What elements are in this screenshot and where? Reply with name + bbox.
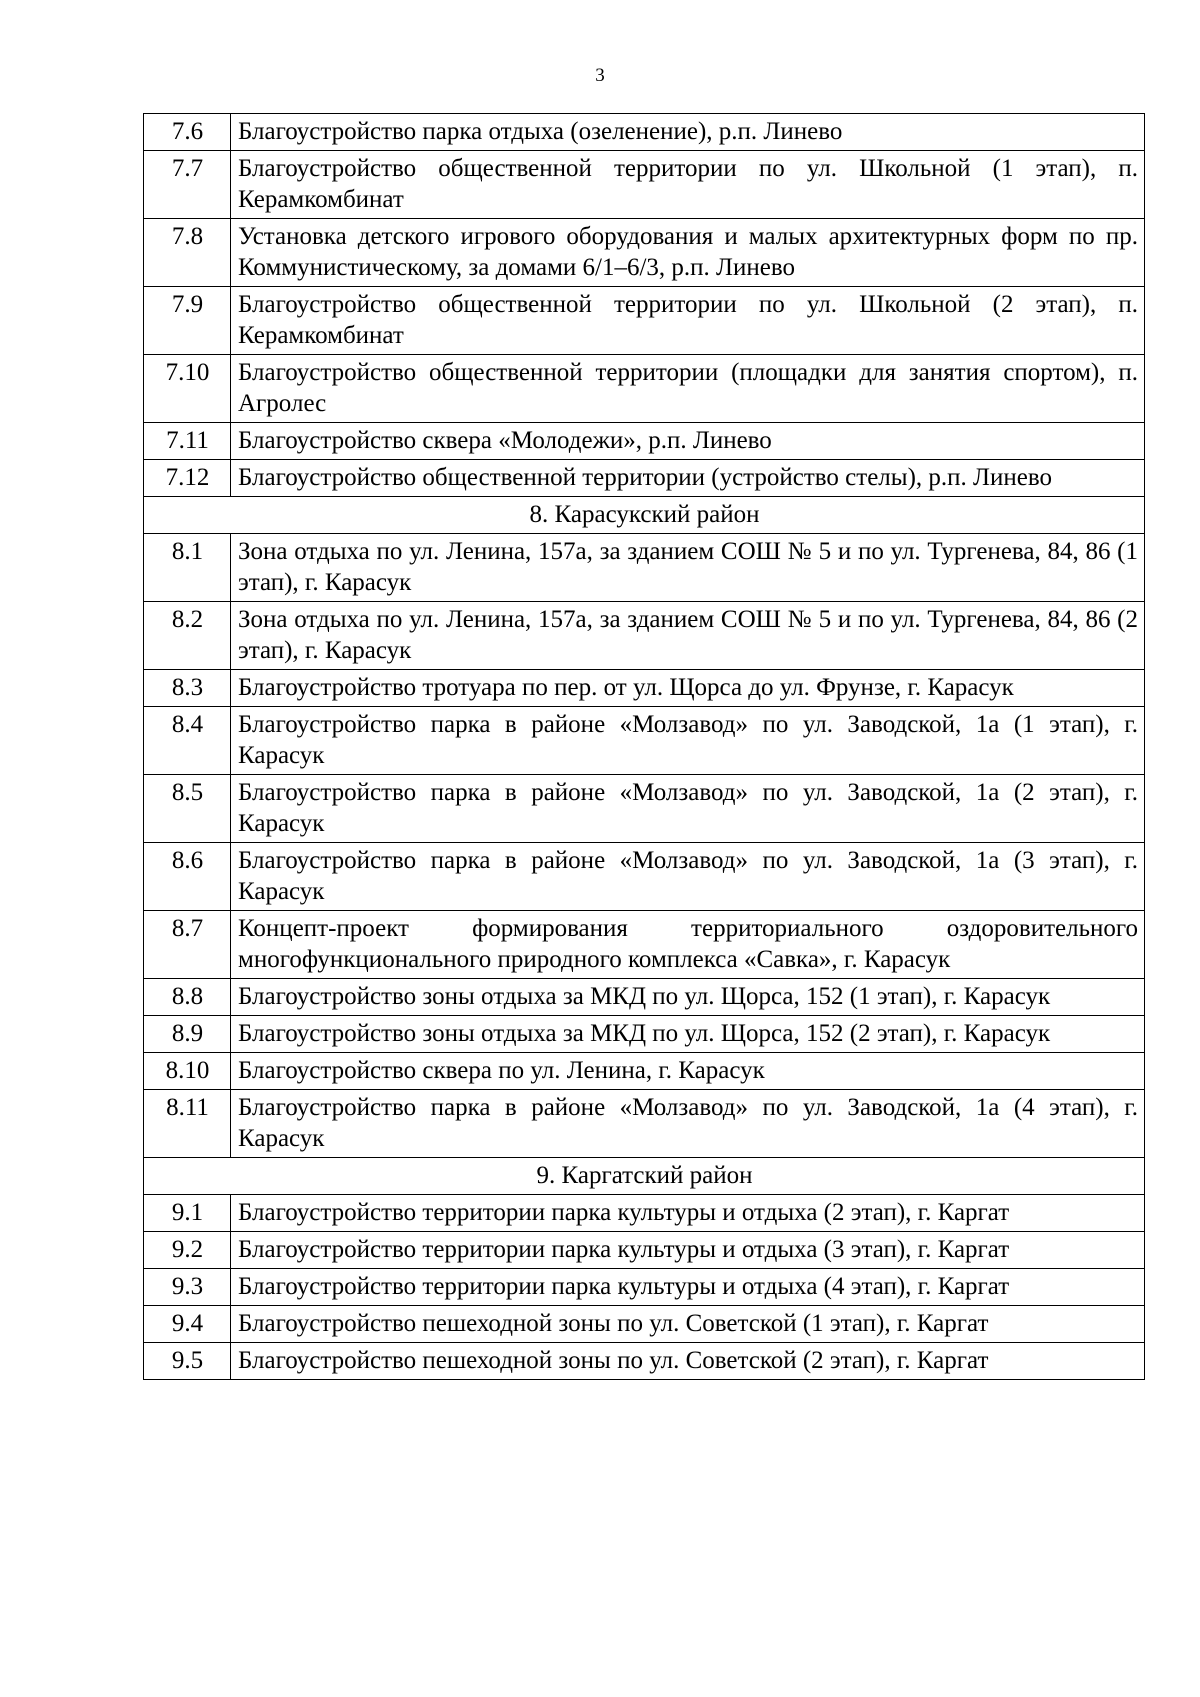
- item-description: Установка детского игрового оборудования и малых архитектурных форм по пр. Коммунистическому, за домами 6/1–6/3, р.п. Линево: [231, 219, 1145, 287]
- table-row: [144, 670, 1145, 707]
- item-number: 8.1: [144, 534, 231, 602]
- table-row: [144, 775, 1145, 843]
- item-description: Благоустройство общественной территории (устройство стелы), р.п. Линево: [231, 460, 1145, 497]
- item-description: Благоустройство общественной территории по ул. Школьной (2 этап), п. Керамкомбинат: [231, 287, 1145, 355]
- item-description: Благоустройство тротуара по пер. от ул. Щорса до ул. Фрунзе, г. Карасук: [231, 670, 1145, 707]
- item-number: 7.7: [144, 151, 231, 219]
- item-description: Зона отдыха по ул. Ленина, 157а, за зданием СОШ № 5 и по ул. Тургенева, 84, 86 (1 этап), г. Карасук: [231, 534, 1145, 602]
- item-number: 8.10: [144, 1053, 231, 1090]
- table-row: [144, 979, 1145, 1016]
- item-number: 8.6: [144, 843, 231, 911]
- table-row: [144, 287, 1145, 355]
- item-description: Благоустройство парка в районе «Молзавод» по ул. Заводской, 1а (2 этап), г. Карасук: [231, 775, 1145, 843]
- item-description: Благоустройство территории парка культуры и отдыха (4 этап), г. Каргат: [231, 1269, 1145, 1306]
- table-row: [144, 911, 1145, 979]
- item-number: 7.10: [144, 355, 231, 423]
- item-number: 7.11: [144, 423, 231, 460]
- item-description: Благоустройство сквера по ул. Ленина, г. Карасук: [231, 1053, 1145, 1090]
- item-number: 9.1: [144, 1195, 231, 1232]
- section-header-row: [144, 497, 1145, 534]
- item-number: 7.8: [144, 219, 231, 287]
- table-row: [144, 114, 1145, 151]
- item-number: 8.9: [144, 1016, 231, 1053]
- item-description: Концепт-проект формирования территориального оздоровительного многофункционального природного комплекса «Савка», г. Карасук: [231, 911, 1145, 979]
- table-row: [144, 707, 1145, 775]
- table-row: [144, 355, 1145, 423]
- item-description: Благоустройство зоны отдыха за МКД по ул. Щорса, 152 (1 этап), г. Карасук: [231, 979, 1145, 1016]
- table-row: [144, 1269, 1145, 1306]
- item-description: Благоустройство пешеходной зоны по ул. Советской (1 этап), г. Каргат: [231, 1306, 1145, 1343]
- item-number: 8.11: [144, 1090, 231, 1158]
- projects-table-body: [144, 114, 1145, 1380]
- page-number: 3: [595, 65, 605, 86]
- table-row: [144, 1016, 1145, 1053]
- item-number: 8.2: [144, 602, 231, 670]
- table-row: [144, 219, 1145, 287]
- table-row: [144, 1195, 1145, 1232]
- section-header-row: [144, 1158, 1145, 1195]
- item-description: Благоустройство парка в районе «Молзавод» по ул. Заводской, 1а (1 этап), г. Карасук: [231, 707, 1145, 775]
- item-number: 8.3: [144, 670, 231, 707]
- item-number: 7.12: [144, 460, 231, 497]
- item-number: 7.6: [144, 114, 231, 151]
- item-number: 8.5: [144, 775, 231, 843]
- projects-table: [143, 113, 1145, 1380]
- item-number: 8.7: [144, 911, 231, 979]
- table-row: [144, 1232, 1145, 1269]
- item-number: 8.8: [144, 979, 231, 1016]
- item-number: 9.3: [144, 1269, 231, 1306]
- item-description: Благоустройство пешеходной зоны по ул. Советской (2 этап), г. Каргат: [231, 1343, 1145, 1380]
- table-row: [144, 1053, 1145, 1090]
- item-description: Зона отдыха по ул. Ленина, 157а, за зданием СОШ № 5 и по ул. Тургенева, 84, 86 (2 этап), г. Карасук: [231, 602, 1145, 670]
- section-header: 9. Каргатский район: [144, 1158, 1145, 1195]
- item-number: 9.2: [144, 1232, 231, 1269]
- table-row: [144, 1343, 1145, 1380]
- table-row: [144, 460, 1145, 497]
- table-row: [144, 423, 1145, 460]
- section-header: 8. Карасукский район: [144, 497, 1145, 534]
- item-description: Благоустройство парка в районе «Молзавод» по ул. Заводской, 1а (4 этап), г. Карасук: [231, 1090, 1145, 1158]
- table-row: [144, 151, 1145, 219]
- item-description: Благоустройство сквера «Молодежи», р.п. Линево: [231, 423, 1145, 460]
- item-number: 7.9: [144, 287, 231, 355]
- table-row: [144, 534, 1145, 602]
- item-number: 8.4: [144, 707, 231, 775]
- item-number: 9.5: [144, 1343, 231, 1380]
- table-row: [144, 1306, 1145, 1343]
- item-description: Благоустройство парка в районе «Молзавод» по ул. Заводской, 1а (3 этап), г. Карасук: [231, 843, 1145, 911]
- table-row: [144, 602, 1145, 670]
- table-row: [144, 1090, 1145, 1158]
- item-description: Благоустройство территории парка культуры и отдыха (2 этап), г. Каргат: [231, 1195, 1145, 1232]
- item-description: Благоустройство общественной территории по ул. Школьной (1 этап), п. Керамкомбинат: [231, 151, 1145, 219]
- table-row: [144, 843, 1145, 911]
- item-description: Благоустройство территории парка культуры и отдыха (3 этап), г. Каргат: [231, 1232, 1145, 1269]
- item-number: 9.4: [144, 1306, 231, 1343]
- item-description: Благоустройство зоны отдыха за МКД по ул. Щорса, 152 (2 этап), г. Карасук: [231, 1016, 1145, 1053]
- item-description: Благоустройство парка отдыха (озеленение), р.п. Линево: [231, 114, 1145, 151]
- item-description: Благоустройство общественной территории (площадки для занятия спортом), п. Агролес: [231, 355, 1145, 423]
